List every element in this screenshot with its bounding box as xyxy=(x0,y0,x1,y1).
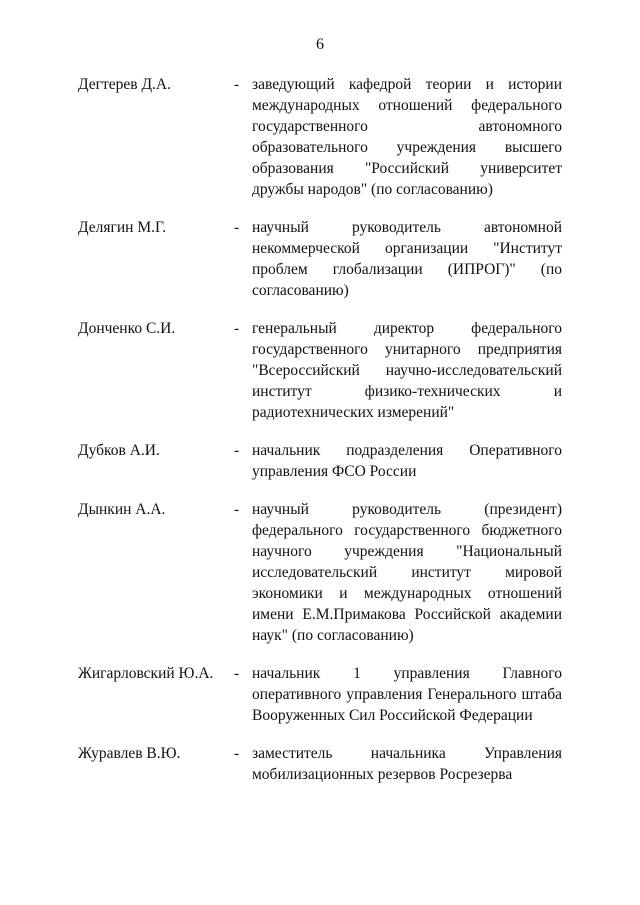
member-name: Журавлев В.Ю. xyxy=(78,745,181,762)
list-item xyxy=(78,217,562,301)
member-position: начальник 1 управления Главного оперативного управления Генерального штаба Вооруженных Сил Российской Федерации xyxy=(252,665,562,724)
dash-separator: - xyxy=(234,745,240,762)
list-item xyxy=(78,318,562,423)
member-name: Дубков А.И. xyxy=(78,442,160,459)
dash-separator: - xyxy=(234,665,240,682)
dash-separator: - xyxy=(234,320,240,337)
member-name: Донченко С.И. xyxy=(78,320,176,337)
dash-separator: - xyxy=(234,442,240,459)
page-number: 6 xyxy=(316,36,324,53)
dash-separator: - xyxy=(234,219,240,236)
list-item xyxy=(78,74,562,200)
list-item xyxy=(78,663,562,726)
list-item xyxy=(78,499,562,646)
member-position: научный руководитель (президент) федерального государственного бюджетного научного учреждения "Национальный исследовательский институт мировой экономики и международных отношений имени Е.М.Примакова Российской академии наук" (по согласованию) xyxy=(252,501,562,644)
list-item xyxy=(78,743,562,785)
member-name: Дынкин А.А. xyxy=(78,501,166,518)
member-position: заместитель начальника Управления мобилизационных резервов Росрезерва xyxy=(252,745,562,783)
member-list xyxy=(78,74,562,802)
list-item xyxy=(78,440,562,482)
member-position: заведующий кафедрой теории и истории международных отношений федерального государственного автономного образовательного учреждения высшего образования "Российский университет дружбы народов" (по согласованию) xyxy=(252,76,562,198)
member-name: Жигарловский Ю.А. xyxy=(78,665,214,682)
dash-separator: - xyxy=(234,501,240,518)
dash-separator: - xyxy=(234,76,240,93)
member-name: Делягин М.Г. xyxy=(78,219,167,236)
member-name: Дегтерев Д.А. xyxy=(78,76,171,93)
member-position: научный руководитель автономной некоммерческой организации "Институт проблем глобализации (ИПРОГ)" (по согласованию) xyxy=(252,219,562,299)
member-position: генеральный директор федерального государственного унитарного предприятия "Всероссийский научно-исследовательский институт физико-технических и радиотехнических измерений" xyxy=(252,320,562,421)
member-position: начальник подразделения Оперативного управления ФСО России xyxy=(252,442,562,480)
